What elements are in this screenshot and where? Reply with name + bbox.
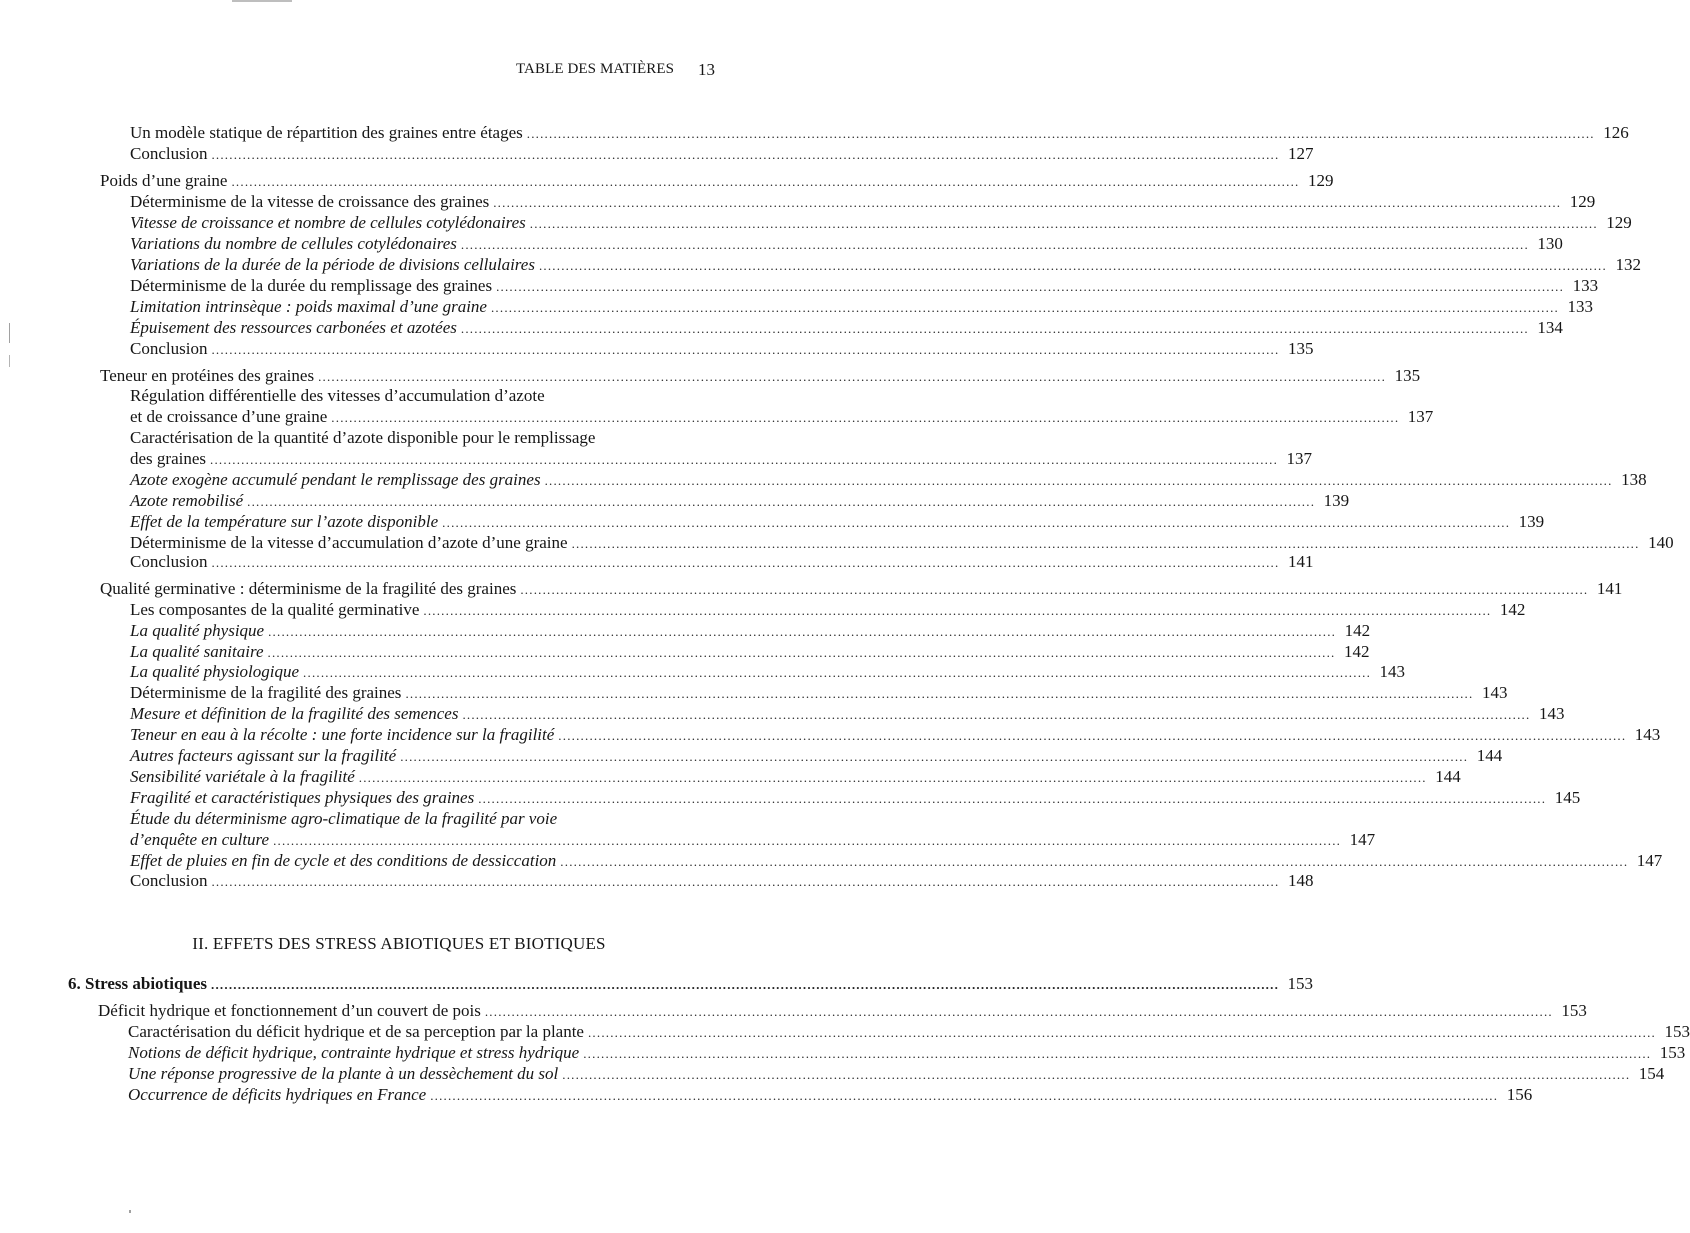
toc-entry[interactable]: Déterminisme de la durée du remplissage des graines ..... 133 (130, 275, 712, 296)
toc-entry[interactable]: Teneur en protéines des graines ..... 135 (100, 365, 712, 386)
toc-entry[interactable]: Occurrence de déficits hydriques en France ..... 156 (128, 1084, 712, 1105)
toc-entry[interactable]: La qualité physique ..... 142 (130, 620, 712, 641)
toc-entry-first-line: Caractérisation de la quantité d’azote disponible pour le remplissage (130, 428, 596, 447)
toc-entry[interactable]: La qualité sanitaire ..... 142 (130, 641, 712, 662)
toc-entry[interactable]: Une réponse progressive de la plante à un dessèchement du sol ..... 154 (128, 1063, 712, 1084)
toc-entry[interactable]: Mesure et définition de la fragilité des semences ..... 143 (130, 703, 712, 724)
toc-entry[interactable]: Autres facteurs agissant sur la fragilité ..... 144 (130, 745, 712, 766)
toc-entry[interactable]: Déficit hydrique et fonctionnement d’un couvert de pois ..... 153 (98, 1000, 712, 1021)
toc-entry[interactable]: Caractérisation du déficit hydrique et de sa perception par la plante ..... 153 (128, 1021, 712, 1042)
toc-entry[interactable]: La qualité physiologique ..... 143 (130, 661, 712, 682)
toc-entry[interactable]: Azote remobilisé ..... 139 (130, 490, 712, 511)
toc-entry[interactable]: Effet de la température sur l’azote disponible ..... 139 (130, 511, 712, 532)
toc-entry[interactable]: Conclusion ..... 148 (130, 870, 712, 891)
running-header (0, 61, 800, 83)
scan-artifact (129, 1210, 131, 1213)
toc-entry[interactable]: Notions de déficit hydrique, contrainte hydrique et stress hydrique ..... 153 (128, 1042, 712, 1063)
toc-entry[interactable]: Déterminisme de la vitesse d’accumulation d’azote d’une graine ..... 140 (130, 532, 712, 553)
toc-entry[interactable]: Teneur en eau à la récolte : une forte incidence sur la fragilité ..... 143 (130, 724, 712, 745)
toc-entry[interactable]: Variations de la durée de la période de divisions cellulaires ..... 132 (130, 254, 712, 275)
toc-entry[interactable]: Qualité germinative : déterminisme de la fragilité des graines ..... 141 (100, 578, 712, 599)
running-header-page-number: 13 (698, 60, 715, 79)
toc-entry[interactable]: Fragilité et caractéristiques physiques des graines ..... 145 (130, 787, 712, 808)
toc-entry[interactable]: des graines ..... 137 (130, 448, 712, 469)
toc-entry[interactable]: Effet de pluies en fin de cycle et des conditions de dessiccation ..... 147 (130, 850, 712, 871)
running-header-title: TABLE DES MATIÈRES (516, 61, 675, 77)
toc-entry[interactable]: Limitation intrinsèque : poids maximal d’une graine ..... 133 (130, 296, 712, 317)
scan-artifact (9, 323, 10, 343)
toc-entry-first-line: Régulation différentielle des vitesses d’accumulation d’azote (130, 386, 545, 405)
toc-entry[interactable]: Épuisement des ressources carbonées et azotées ..... 134 (130, 317, 712, 338)
toc-entry[interactable]: Déterminisme de la vitesse de croissance des graines ..... 129 (130, 191, 712, 212)
toc-entry[interactable]: Variations du nombre de cellules cotylédonaires ..... 130 (130, 233, 712, 254)
toc-entry[interactable]: Sensibilité variétale à la fragilité ..... 144 (130, 766, 712, 787)
part-heading: II. EFFETS DES STRESS ABIOTIQUES ET BIOTIQUES (192, 934, 606, 953)
scan-artifact (9, 355, 10, 367)
toc-entry[interactable]: d’enquête en culture ..... 147 (130, 829, 712, 850)
toc-entry[interactable]: Déterminisme de la fragilité des graines ..... 143 (130, 682, 712, 703)
toc-entry[interactable]: Un modèle statique de répartition des graines entre étages ..... 126 (130, 122, 712, 143)
toc-entry[interactable]: Azote exogène accumulé pendant le remplissage des graines ..... 138 (130, 469, 712, 490)
toc-entry[interactable]: et de croissance d’une graine ..... 137 (130, 406, 712, 427)
toc-entry[interactable]: Poids d’une graine ..... 129 (100, 170, 712, 191)
toc-entry[interactable]: Conclusion ..... 127 (130, 143, 712, 164)
scan-top-edge (0, 0, 800, 5)
toc-entry[interactable]: Conclusion ..... 135 (130, 338, 712, 359)
toc-entry[interactable]: Les composantes de la qualité germinative ..... 142 (130, 599, 712, 620)
toc-entry-first-line: Étude du déterminisme agro-climatique de la fragilité par voie (130, 809, 558, 828)
toc-chapter-entry[interactable]: 6. Stress abiotiques ..... 153 (68, 973, 712, 994)
toc-entry[interactable]: Vitesse de croissance et nombre de cellules cotylédonaires ..... 129 (130, 212, 712, 233)
toc-entry[interactable]: Conclusion ..... 141 (130, 551, 712, 572)
